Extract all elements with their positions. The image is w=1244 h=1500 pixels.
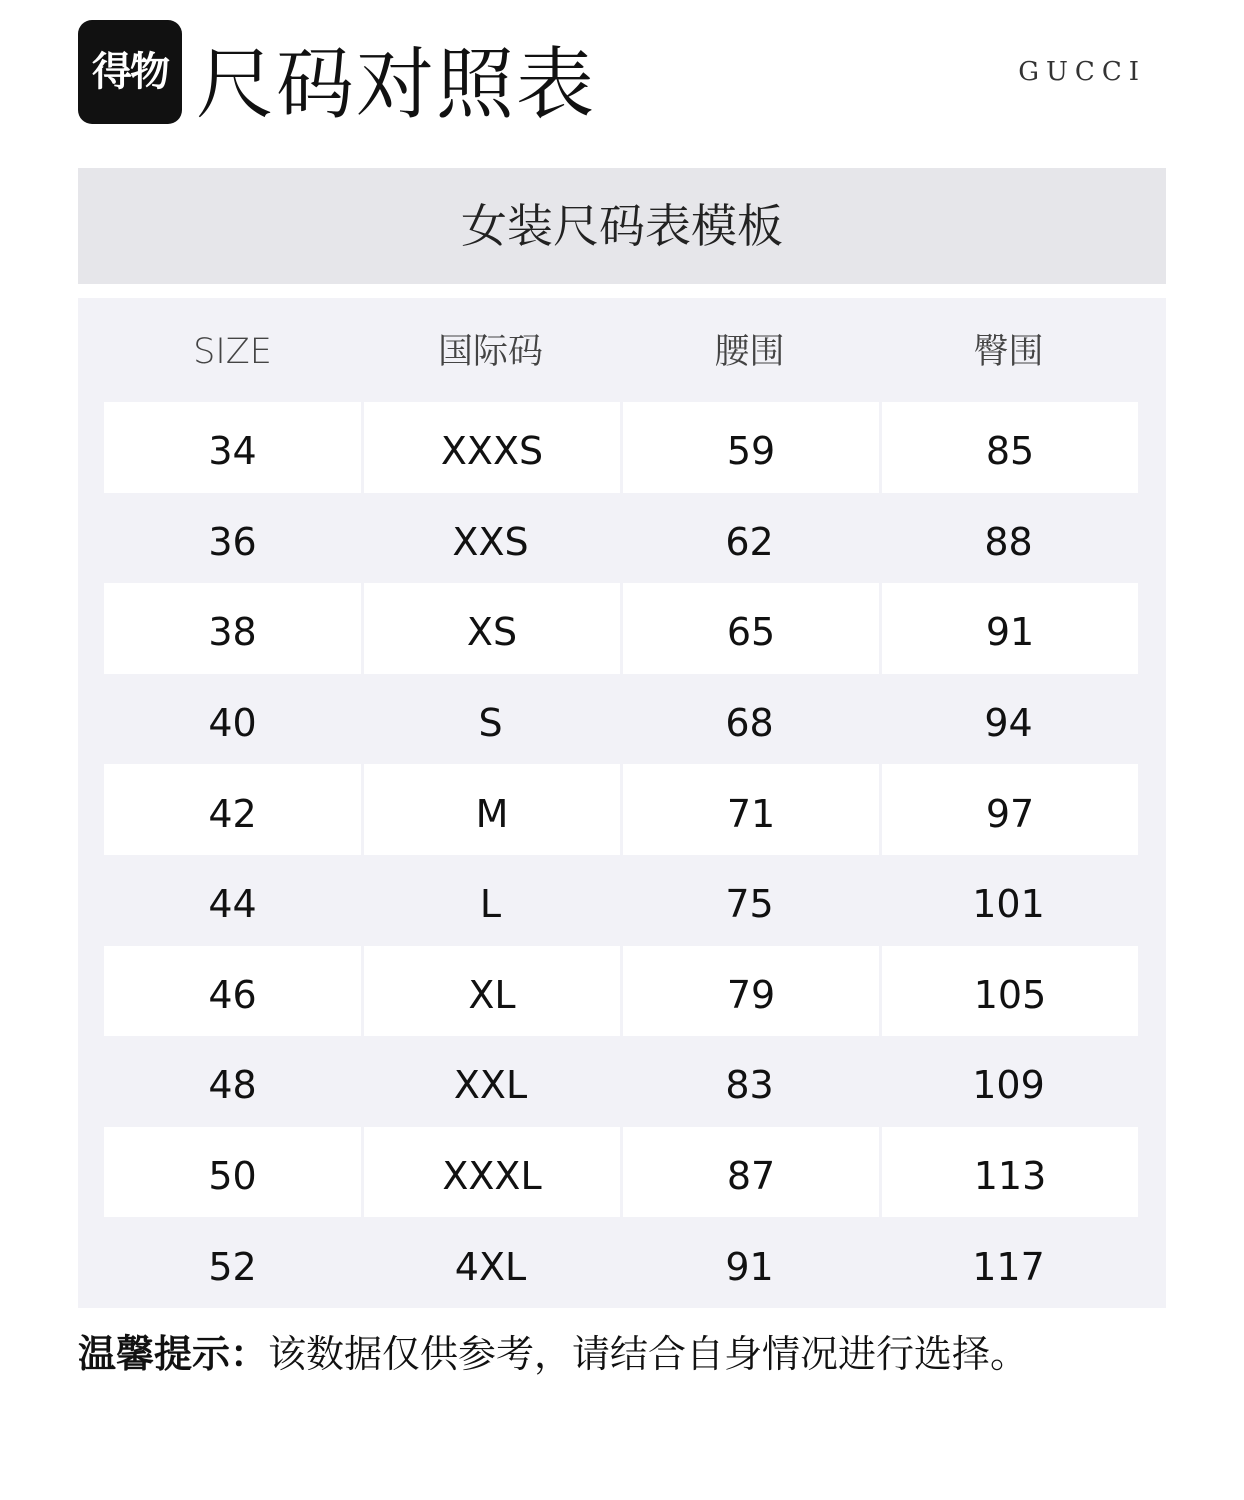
brand-name: GUCCI [1018, 57, 1146, 87]
cell-hip: 88 [984, 519, 1033, 564]
cell-hip: 97 [879, 764, 1138, 855]
size-table [78, 298, 1166, 1308]
column-header-waist: 腰围 [714, 331, 785, 372]
cell-hip: 101 [972, 882, 1045, 927]
cell-international-size: XS [361, 583, 620, 674]
table-row [104, 402, 1138, 493]
cell-international-size: XXL [453, 1063, 528, 1108]
cell-hip: 113 [879, 1127, 1138, 1218]
cell-waist: 87 [620, 1127, 879, 1218]
cell-size: 36 [208, 519, 257, 564]
cell-waist: 83 [725, 1063, 774, 1108]
tip-note [78, 1326, 1028, 1382]
cell-size: 34 [104, 402, 361, 493]
cell-waist: 79 [620, 946, 879, 1037]
table-row [104, 583, 1138, 674]
table-row [104, 1036, 1138, 1127]
cell-size: 42 [104, 764, 361, 855]
cell-international-size: M [361, 764, 620, 855]
table-row [104, 855, 1138, 946]
cell-international-size: XXXS [361, 402, 620, 493]
cell-waist: 75 [725, 882, 774, 927]
cell-size: 46 [104, 946, 361, 1037]
cell-international-size: XXXL [361, 1127, 620, 1218]
cell-hip: 91 [879, 583, 1138, 674]
cell-size: 48 [208, 1063, 257, 1108]
cell-international-size: XL [361, 946, 620, 1037]
cell-international-size: L [479, 882, 502, 927]
cell-waist: 62 [725, 519, 774, 564]
table-row [104, 1217, 1138, 1308]
cell-hip: 94 [984, 701, 1033, 746]
table-header [104, 298, 1138, 398]
cell-size: 52 [208, 1244, 257, 1289]
cell-hip: 105 [879, 946, 1138, 1037]
cell-hip: 109 [972, 1063, 1045, 1108]
tip-label: 温馨提示： [78, 1332, 269, 1376]
cell-waist: 68 [725, 701, 774, 746]
logo-text: 得物 [92, 49, 168, 95]
column-header-international-size: 国际码 [437, 331, 543, 372]
page-title: 尺码对照表 [196, 40, 597, 130]
cell-waist: 65 [620, 583, 879, 674]
banner-title: 女装尺码表模板 [461, 199, 783, 253]
table-row [104, 946, 1138, 1037]
table-row [104, 674, 1138, 765]
table-row [104, 1127, 1138, 1218]
cell-waist: 91 [725, 1244, 774, 1289]
cell-waist: 59 [620, 402, 879, 493]
column-header-size: SIZE [193, 331, 272, 372]
cell-size: 50 [104, 1127, 361, 1218]
cell-hip: 117 [972, 1244, 1045, 1289]
cell-size: 44 [208, 882, 257, 927]
cell-hip: 85 [879, 402, 1138, 493]
column-header-hip: 臀围 [973, 331, 1044, 372]
tip-text: 该数据仅供参考，请结合自身情况进行选择。 [268, 1332, 1029, 1376]
cell-international-size: S [478, 701, 503, 746]
cell-waist: 71 [620, 764, 879, 855]
cell-international-size: 4XL [454, 1244, 527, 1289]
cell-international-size: XXS [452, 519, 529, 564]
cell-size: 38 [104, 583, 361, 674]
table-row [104, 493, 1138, 584]
table-row [104, 764, 1138, 855]
dewu-logo [78, 20, 182, 124]
chart-banner [78, 168, 1166, 284]
table-body [104, 402, 1138, 1308]
cell-size: 40 [208, 701, 257, 746]
